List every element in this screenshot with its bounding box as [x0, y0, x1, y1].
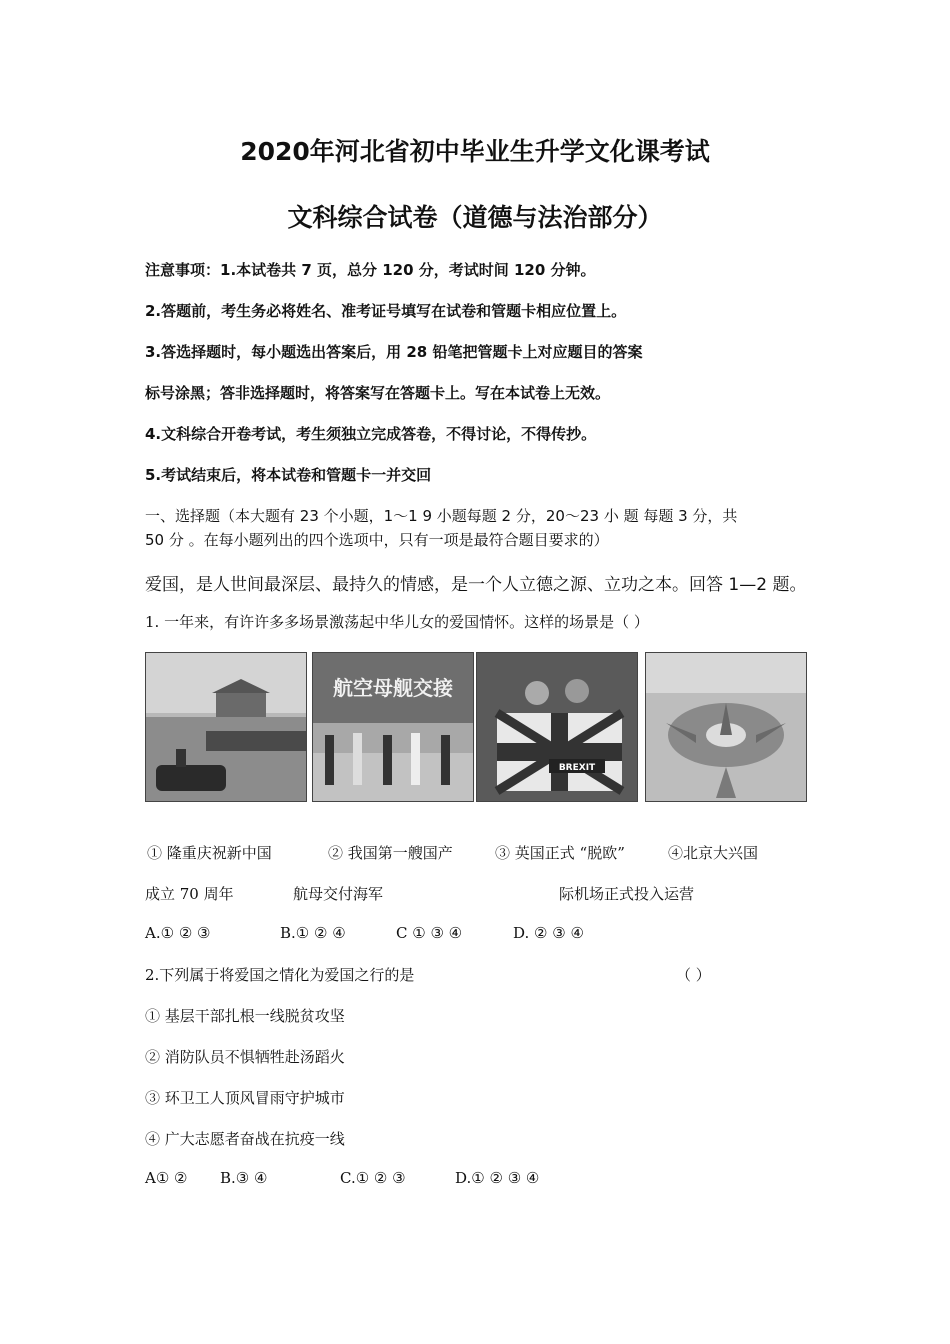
q1-option-b: B.① ② ④: [280, 924, 346, 942]
q2-item-2: ② 消防队员不惧牺牲赴汤蹈火: [145, 1048, 345, 1066]
section-heading-line-1: 一、选择题（本大题有 23 个小题，1～1 9 小题每题 2 分，20～23 小 题 每题 3 分，共: [145, 507, 738, 525]
q2-item-3: ③ 环卫工人顶风冒雨守护城市: [145, 1089, 345, 1107]
caption-3-line-1: ③ 英国正式 “脱欧”: [495, 844, 625, 862]
q1-option-c: C ① ③ ④: [396, 924, 463, 942]
photo-banner-text: 航空母舰交接: [333, 676, 453, 700]
q2-option-d: D.① ② ③ ④: [455, 1169, 540, 1187]
note-line-3: 3.答选择题时，每小题选出答案后，用 28 铅笔把管题卡上对应题目的答案: [145, 343, 643, 361]
exam-subtitle: 文科综合试卷（道德与法治部分）: [287, 203, 663, 232]
q1-option-d: D. ② ③ ④: [513, 924, 584, 942]
q2-option-b: B.③ ④: [220, 1169, 268, 1187]
q2-option-a: A① ②: [145, 1169, 188, 1187]
q1-option-a: A.① ② ③: [145, 924, 211, 942]
q2-option-c: C.① ② ③: [340, 1169, 406, 1187]
note-line-5: 4.文科综合开卷考试，考生须独立完成答卷，不得讨论，不得传抄。: [145, 425, 597, 443]
note-line-4: 标号涂黑；答非选择题时，将答案写在答题卡上。写在本试卷上无效。: [145, 384, 611, 402]
note-line-1: 注意事项：1.本试卷共 7 页，总分 120 分，考试时间 120 分钟。: [145, 261, 596, 279]
note-line-2: 2.答题前，考生务必将姓名、准考证号填写在试卷和管题卡相应位置上。: [145, 302, 627, 320]
photo-parade: [145, 652, 307, 802]
caption-1-line-1: ① 隆重庆祝新中国: [147, 844, 272, 862]
caption-2-line-1: ② 我国第一艘国产: [328, 844, 453, 862]
question-intro: 爱国，是人世间最深层、最持久的情感，是一个人立德之源、立功之本。回答 1—2 题。: [145, 575, 807, 595]
q2-answer-paren: （ ）: [676, 966, 711, 984]
caption-4-line-2: 际机场正式投入运营: [559, 885, 695, 903]
caption-1-line-2: 成立 70 周年: [145, 885, 234, 903]
caption-2-line-2: 航母交付海军: [293, 885, 384, 903]
section-heading-line-2: 50 分 。在每小题列出的四个选项中，只有一项是最符合题目要求的）: [145, 531, 609, 549]
q2-item-4: ④ 广大志愿者奋战在抗疫一线: [145, 1130, 345, 1148]
note-line-6: 5.考试结束后，将本试卷和管题卡一并交回: [145, 466, 432, 484]
q2-stem: 2.下列属于将爱国之情化为爱国之行的是: [145, 966, 415, 984]
photo-brexit: [476, 652, 638, 802]
q1-stem: 1. 一年来，有许许多多场景激荡起中华儿女的爱国情怀。这样的场景是（ ）: [145, 613, 649, 631]
caption-4-line-1: ④北京大兴国: [668, 844, 759, 862]
exam-title: 2020年河北省初中毕业生升学文化课考试: [240, 137, 710, 166]
photo-carrier: [312, 652, 474, 802]
q2-item-1: ① 基层干部扎根一线脱贫攻坚: [145, 1007, 345, 1025]
photo-flag-text: BREXIT: [558, 763, 596, 773]
photo-airport: [645, 652, 807, 802]
